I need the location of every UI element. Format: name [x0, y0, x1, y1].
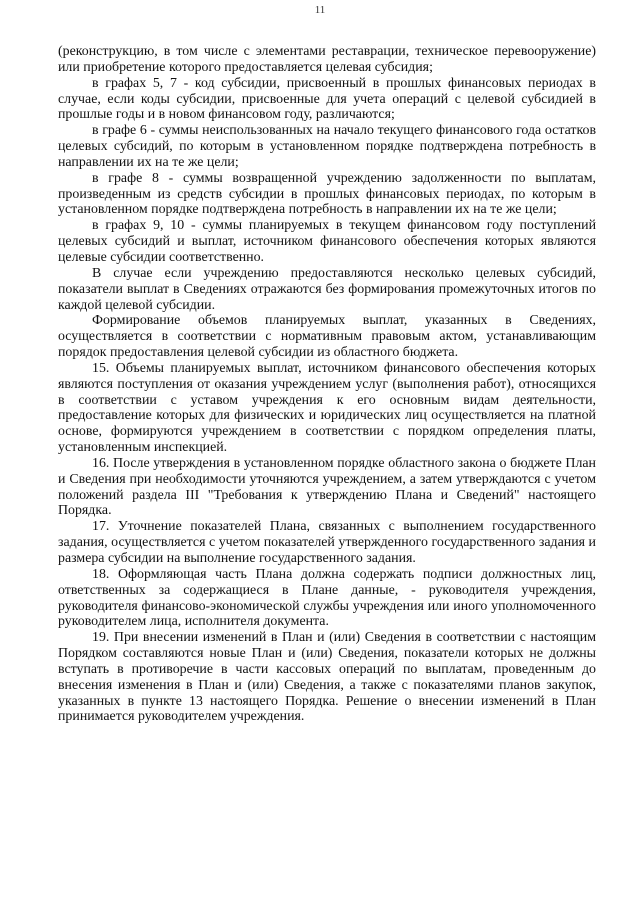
paragraph-item-18: 18. Оформляющая часть Плана должна содержать подписи должностных лиц, ответственных за содержащиеся в Плане данные, - руководителя учреждения, руководителя финансово-экономической службы учреждения или иного уполномоченного руководителем лица, исполнителя документа.	[58, 566, 596, 630]
paragraph-planned-payments: Формирование объемов планируемых выплат, указанных в Сведениях, осуществляется в соответствии с нормативным правовым актом, устанавливающим порядок предоставления целевой субсидии из областного бюджета.	[58, 313, 596, 361]
document-body	[58, 44, 596, 725]
paragraph-column-8: в графе 8 - суммы возвращенной учреждению задолженности по выплатам, произведенным из средств субсидии в прошлых финансовых периодах, по которым в установленном порядке подтверждена потребность в направлении их на те же цели;	[58, 170, 596, 218]
paragraph-continuation: (реконструкцию, в том числе с элементами реставрации, техническое перевооружение) или приобретение которого предоставляется целевая субсидия;	[58, 44, 596, 75]
paragraph-item-16: 16. После утверждения в установленном порядке областного закона о бюджете План и Сведения при необходимости уточняются учреждением, а затем утверждаются с учетом положений раздела III "Требования к утверждению Плана и Сведений" настоящего Порядка.	[58, 455, 596, 519]
page-number: 11	[314, 4, 326, 16]
paragraph-item-19: 19. При внесении изменений в План и (или) Сведения в соответствии с настоящим Порядком составляются новые План и (или) Сведения, показатели которых не должны вступать в противоречие в части кассовых операций по выплатам, проведенным до внесения изменения в План и (или) Сведения, а также с показателями планов закупок, указанных в пункте 13 настоящего Порядка. Решение о внесении изменений в План принимается руководителем учреждения.	[58, 630, 596, 725]
paragraph-column-9-10: в графах 9, 10 - суммы планируемых в текущем финансовом году поступлений целевых субсидий и выплат, источником финансового обеспечения которых являются целевые субсидии соответственно.	[58, 218, 596, 265]
paragraph-column-5-7: в графах 5, 7 - код субсидии, присвоенный в прошлых финансовых периодах в случае, если коды субсидии, присвоенные для учета операций с целевой субсидией в прошлые годы и в новом финансовом году, различаются;	[58, 75, 596, 123]
paragraph-item-17: 17. Уточнение показателей Плана, связанных с выполнением государственного задания, осуществляется с учетом показателей утвержденного государственного задания и размера субсидии на выполнение государственного задания.	[58, 519, 596, 566]
paragraph-multiple-subsidies: В случае если учреждению предоставляются несколько целевых субсидий, показатели выплат в Сведениях отражаются без формирования промежуточных итогов по каждой целевой субсидии.	[58, 265, 596, 313]
paragraph-item-15: 15. Объемы планируемых выплат, источником финансового обеспечения которых являются поступления от оказания учреждением услуг (выполнения работ), относящихся в соответствии с уставом учреждения к его основным видам деятельности, предоставление которых для физических и юридических лиц осуществляется на платной основе, формируются учреждением в соответствии с порядком определения платы, установленным инспекцией.	[58, 360, 596, 456]
paragraph-column-6: в графе 6 - суммы неиспользованных на начало текущего финансового года остатков целевых субсидий, по которым в установленном порядке подтверждена потребность в направлении их на те же цели;	[58, 123, 596, 170]
